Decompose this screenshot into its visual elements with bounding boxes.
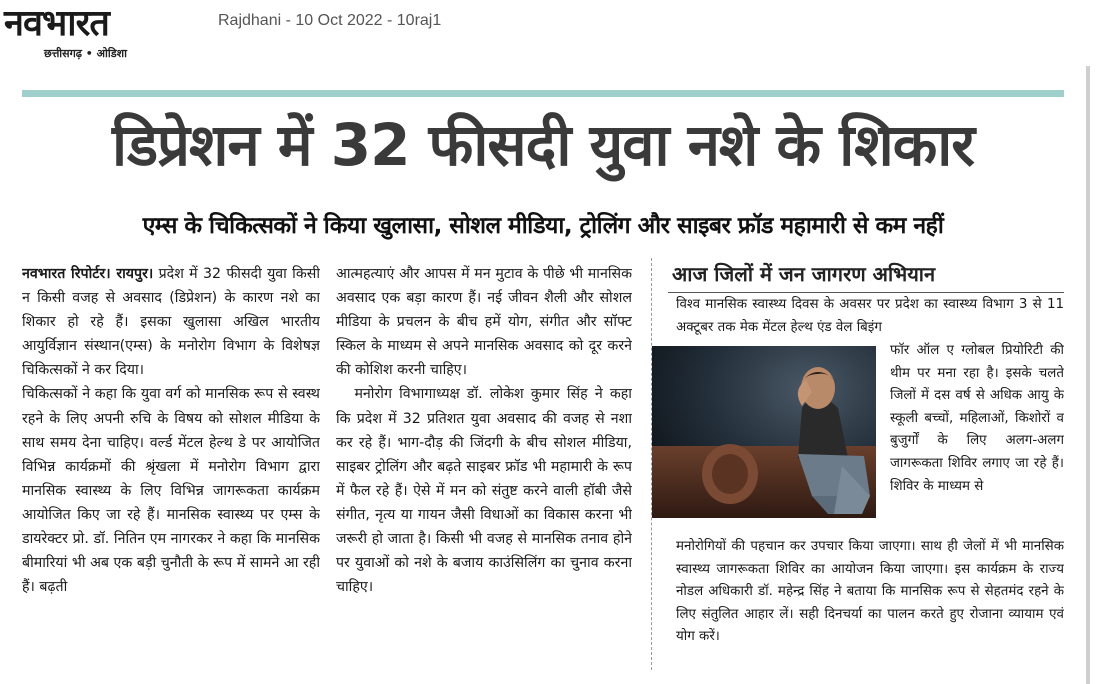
headline-rule xyxy=(22,90,1064,97)
subheadline: एम्स के चिकित्सकों ने किया खुलासा, सोशल मीडिया, ट्रोलिंग और साइबर फ्रॉड महामारी से कम नहीं xyxy=(142,213,944,239)
news-photo xyxy=(652,346,876,518)
page-edge xyxy=(1086,66,1090,684)
sidebar-title: आज जिलों में जन जागरण अभियान xyxy=(672,262,936,286)
logo-text: नवभारत xyxy=(4,3,109,44)
sidebar-title-rule xyxy=(668,292,1064,293)
sidebar-text-wrap: फॉर ऑल ए ग्लोबल प्रियोरिटी की थीम पर मना रहा है। इसके चलते जिलों में दस वर्ष से अधिक आयु के स्कूली बच्चों, महिलाओं, किशोरों व बुजुर्गों के लिए अलग-अलग जागरूकता शिविर लगाए जा रहे हैं। शिविर के माध्यम से xyxy=(890,343,1064,494)
edition-info: Rajdhani - 10 Oct 2022 - 10raj1 xyxy=(218,12,442,29)
sidebar-text-top: विश्व मानसिक स्वास्थ्य दिवस के अवसर पर प्रदेश का स्वास्थ्य विभाग 3 से 11 अक्टूबर तक मेक मेंटल हेल्थ एंड वेल बिइंग xyxy=(676,297,1064,335)
headline: डिप्रेशन में 32 फीसदी युवा नशे के शिकार xyxy=(111,111,975,179)
depressed-man-photo xyxy=(652,346,876,518)
sidebar-text-bottom: मनोरोगियों की पहचान कर उपचार किया जाएगा। साथ ही जेलों में भी मानसिक स्वास्थ्य जागरूकता शिविर का आयोजन किया जाएगा। इस कार्यक्रम के राज्य नोडल अधिकारी डॉ. महेन्द्र सिंह ने बताया कि मानसिक रूप से सेहतमंद रहने के लिए संतुलित आहार लें। सही दिनचर्या का पालन करते हुए रोजाना व्यायाम एवं योग करें। xyxy=(676,539,1064,645)
paragraph: आत्महत्याएं और आपस में मन मुटाव के पीछे भी मानसिक अवसाद एक बड़ा कारण हैं। नई जीवन शैली और सोशल मीडिया के प्रचलन के बीच हमें योग, संगीत और सॉफ्ट स्किल के माध्यम से अपने मानसिक अवसाद को दूर करने की कोशिश करनी चाहिए। xyxy=(336,266,632,379)
paragraph: चिकित्सकों ने कहा कि युवा वर्ग को मानसिक रूप से स्वस्थ रहने के लिए अपनी रुचि के विषय को सोशल मीडिया के साथ समय देना चाहिए। वर्ल्ड मेंटल हेल्थ डे पर आयोजित विभिन्न कार्यक्रमों की श्रृंखला में मनोरोग विभाग द्वारा मानसिक स्वास्थ्य के लिए विभिन्न जागरूकता कार्यक्रम आयोजित किए जा रहे हैं। मानसिक स्वास्थ्य पर एम्स के डायरेक्टर प्रो. डॉ. नितिन एम नागरकर ने कहा कि मानसिक बीमारियां भी अब एक बड़ी चुनौती के रूप में सामने आ रही हैं। बढ़ती xyxy=(22,386,320,596)
lead-paragraph: प्रदेश में 32 फीसदी युवा किसी न किसी वजह से अवसाद (डिप्रेशन) के कारण नशे का शिकार हो रहे हैं। इसका खुलासा अखिल भारतीय आयुर्विज्ञान संस्थान(एम्स) के मनोरोग विभाग के विशेषज्ञ चिकित्सकों ने कर दिया। xyxy=(22,266,320,379)
byline: नवभारत रिपोर्टर। रायपुर। xyxy=(22,266,154,282)
newspaper-logo xyxy=(4,4,198,62)
logo-region: छत्तीसगढ़ • ओडिशा xyxy=(44,47,127,60)
paragraph: मनोरोग विभागाध्यक्ष डॉ. लोकेश कुमार सिंह ने कहा कि प्रदेश में 32 प्रतिशत युवा अवसाद की वजह से नशा कर रहे हैं। भाग-दौड़ की जिंदगी के बीच सोशल मीडिया, साइबर ट्रोलिंग और बढ़ते साइबर फ्रॉड भी महामारी के रूप में फैल रहे हैं। ऐसे में मन को संतुष्ट करने वाली हॉबी जैसे संगीत, नृत्य या गायन जैसी विधाओं का विकास करना भी जरूरी हो जाता है। किसी भी वजह से मानसिक तनाव होने पर युवाओं को नशे के बजाय काउंसिलिंग का चुनाव करना चाहिए। xyxy=(336,386,632,596)
article-column-2 xyxy=(336,262,632,676)
masthead xyxy=(0,0,1098,66)
article-column-1 xyxy=(22,262,320,676)
